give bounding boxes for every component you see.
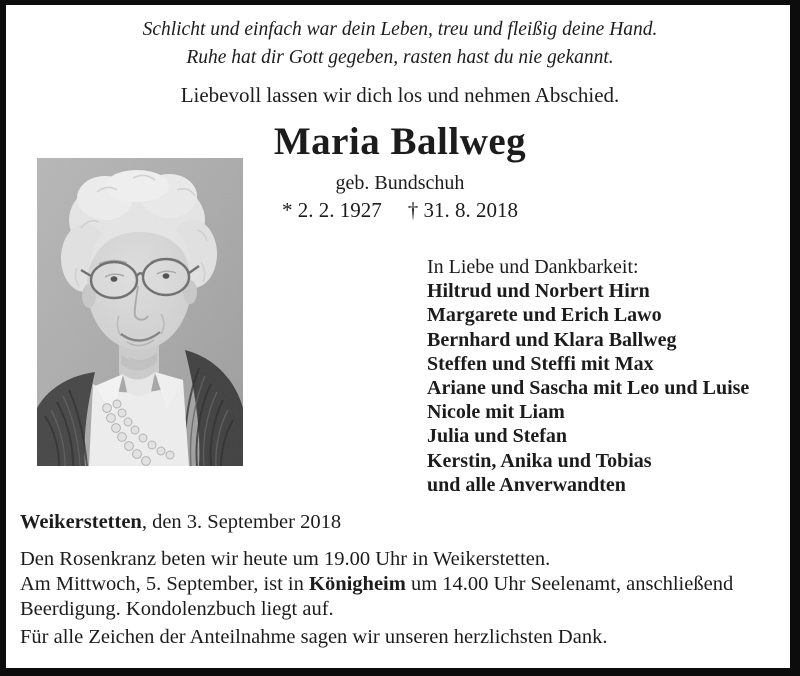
epitaph-line-1: Schlicht und einfach war dein Leben, treu und fleißig deine Hand. bbox=[142, 19, 658, 40]
death-date: † 31. 8. 2018 bbox=[407, 198, 518, 222]
place-date-rest: , den 3. September 2018 bbox=[141, 511, 342, 533]
place-name: Weikerstetten bbox=[20, 511, 142, 533]
service-line-pre: Am Mittwoch, 5. September, ist in bbox=[20, 573, 310, 595]
farewell-line: Liebevoll lassen wir dich los und nehmen Abschied. bbox=[180, 83, 620, 107]
mourner-line: Steffen und Steffi mit Max bbox=[427, 352, 654, 375]
mourner-line: Ariane und Sascha mit Leo und Luise bbox=[427, 377, 750, 400]
mourners-heading: In Liebe und Dankbarkeit: bbox=[427, 256, 639, 278]
mourner-line: Julia und Stefan bbox=[427, 425, 568, 448]
place-date-line bbox=[20, 509, 341, 535]
mourner-line: Kerstin, Anika und Tobias bbox=[427, 449, 652, 472]
service-place: Königheim bbox=[309, 573, 406, 595]
birth-date: * 2. 2. 1927 bbox=[282, 198, 382, 222]
maiden-name: geb. Bundschuh bbox=[335, 172, 465, 194]
burial-line: Beerdigung. Kondolenzbuch liegt auf. bbox=[20, 598, 334, 620]
mourner-line: Margarete und Erich Lawo bbox=[427, 304, 662, 327]
mourner-line: Nicole mit Liam bbox=[427, 401, 565, 424]
mourners-list bbox=[427, 255, 787, 497]
mourner-line: und alle Anverwandten bbox=[427, 473, 626, 496]
mourner-line: Bernhard und Klara Ballweg bbox=[427, 328, 677, 351]
rosary-line: Den Rosenkranz beten wir heute um 19.00 Uhr in Weikerstetten. bbox=[20, 548, 551, 570]
mourner-line: Hiltrud und Norbert Hirn bbox=[427, 280, 650, 303]
deceased-name: Maria Ballweg bbox=[273, 120, 527, 163]
service-line bbox=[20, 571, 733, 597]
portrait-photo-art bbox=[37, 158, 243, 466]
thanks-line: Für alle Zeichen der Anteilnahme sagen wir unseren herzlichsten Dank. bbox=[20, 626, 608, 648]
epitaph-line-2: Ruhe hat dir Gott gegeben, rasten hast du nie gekannt. bbox=[186, 47, 614, 68]
service-line-post: um 14.00 Uhr Seelenamt, anschließend bbox=[405, 573, 734, 595]
portrait-photo bbox=[37, 158, 243, 466]
